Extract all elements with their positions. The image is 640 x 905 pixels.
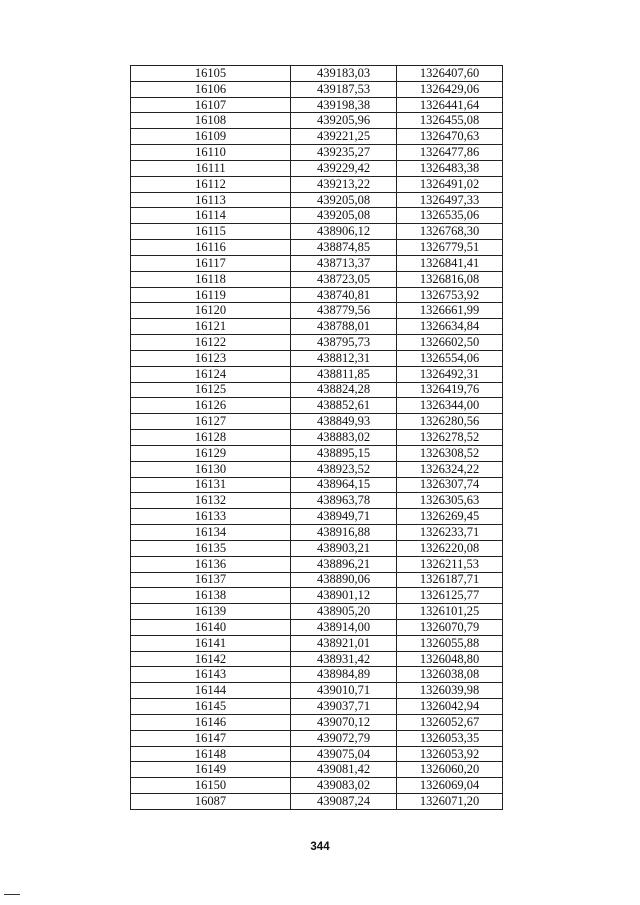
table-row	[131, 366, 503, 382]
point-id-cell: 16127	[131, 414, 291, 430]
point-id-cell: 16116	[131, 240, 291, 256]
x-coordinate-cell: 438923,52	[291, 461, 397, 477]
table-row	[131, 81, 503, 97]
y-coordinate-cell: 1326042,94	[397, 699, 503, 715]
y-coordinate-cell: 1326060,20	[397, 762, 503, 778]
table-row	[131, 66, 503, 82]
x-coordinate-cell: 438905,20	[291, 604, 397, 620]
x-coordinate-cell: 438883,02	[291, 430, 397, 446]
table-row	[131, 224, 503, 240]
table-row	[131, 493, 503, 509]
x-coordinate-cell: 438895,15	[291, 445, 397, 461]
y-coordinate-cell: 1326280,56	[397, 414, 503, 430]
point-id-cell: 16133	[131, 509, 291, 525]
x-coordinate-cell: 439083,02	[291, 778, 397, 794]
y-coordinate-cell: 1326070,79	[397, 619, 503, 635]
table-row	[131, 477, 503, 493]
x-coordinate-cell: 438849,93	[291, 414, 397, 430]
table-row	[131, 430, 503, 446]
page-number: 344	[310, 841, 330, 853]
y-coordinate-cell: 1326125,77	[397, 588, 503, 604]
y-coordinate-cell: 1326269,45	[397, 509, 503, 525]
x-coordinate-cell: 439198,38	[291, 97, 397, 113]
table-row	[131, 604, 503, 620]
x-coordinate-cell: 438916,88	[291, 525, 397, 541]
y-coordinate-cell: 1326038,08	[397, 667, 503, 683]
table-row	[131, 699, 503, 715]
table-row	[131, 778, 503, 794]
table-row	[131, 335, 503, 351]
y-coordinate-cell: 1326470,63	[397, 129, 503, 145]
x-coordinate-cell: 438740,81	[291, 287, 397, 303]
point-id-cell: 16110	[131, 145, 291, 161]
y-coordinate-cell: 1326419,76	[397, 382, 503, 398]
x-coordinate-cell: 438906,12	[291, 224, 397, 240]
x-coordinate-cell: 438788,01	[291, 319, 397, 335]
x-coordinate-cell: 439037,71	[291, 699, 397, 715]
coordinates-table	[130, 65, 503, 810]
point-id-cell: 16117	[131, 255, 291, 271]
y-coordinate-cell: 1326048,80	[397, 651, 503, 667]
x-coordinate-cell: 438963,78	[291, 493, 397, 509]
table-row	[131, 683, 503, 699]
y-coordinate-cell: 1326055,88	[397, 635, 503, 651]
y-coordinate-cell: 1326187,71	[397, 572, 503, 588]
y-coordinate-cell: 1326477,86	[397, 145, 503, 161]
table-row	[131, 762, 503, 778]
x-coordinate-cell: 438921,01	[291, 635, 397, 651]
table-row	[131, 319, 503, 335]
table-row	[131, 540, 503, 556]
y-coordinate-cell: 1326308,52	[397, 445, 503, 461]
x-coordinate-cell: 438931,42	[291, 651, 397, 667]
x-coordinate-cell: 439087,24	[291, 794, 397, 810]
point-id-cell: 16139	[131, 604, 291, 620]
point-id-cell: 16108	[131, 113, 291, 129]
y-coordinate-cell: 1326307,74	[397, 477, 503, 493]
corner-mark	[4, 894, 20, 895]
table-row	[131, 525, 503, 541]
table-row	[131, 509, 503, 525]
x-coordinate-cell: 438795,73	[291, 335, 397, 351]
point-id-cell: 16146	[131, 714, 291, 730]
table-row	[131, 129, 503, 145]
table-row	[131, 572, 503, 588]
x-coordinate-cell: 438896,21	[291, 556, 397, 572]
x-coordinate-cell: 438949,71	[291, 509, 397, 525]
point-id-cell: 16106	[131, 81, 291, 97]
table-row	[131, 271, 503, 287]
y-coordinate-cell: 1326816,08	[397, 271, 503, 287]
x-coordinate-cell: 438890,06	[291, 572, 397, 588]
table-row	[131, 445, 503, 461]
table-row	[131, 588, 503, 604]
point-id-cell: 16145	[131, 699, 291, 715]
y-coordinate-cell: 1326278,52	[397, 430, 503, 446]
point-id-cell: 16147	[131, 730, 291, 746]
point-id-cell: 16113	[131, 192, 291, 208]
point-id-cell: 16148	[131, 746, 291, 762]
table-row	[131, 255, 503, 271]
table-row	[131, 160, 503, 176]
table-row	[131, 730, 503, 746]
x-coordinate-cell: 438713,37	[291, 255, 397, 271]
point-id-cell: 16120	[131, 303, 291, 319]
x-coordinate-cell: 438852,61	[291, 398, 397, 414]
point-id-cell: 16114	[131, 208, 291, 224]
y-coordinate-cell: 1326491,02	[397, 176, 503, 192]
point-id-cell: 16118	[131, 271, 291, 287]
y-coordinate-cell: 1326483,38	[397, 160, 503, 176]
table-row	[131, 113, 503, 129]
x-coordinate-cell: 438812,31	[291, 350, 397, 366]
y-coordinate-cell: 1326535,06	[397, 208, 503, 224]
y-coordinate-cell: 1326753,92	[397, 287, 503, 303]
point-id-cell: 16105	[131, 66, 291, 82]
table-row	[131, 382, 503, 398]
y-coordinate-cell: 1326305,63	[397, 493, 503, 509]
point-id-cell: 16132	[131, 493, 291, 509]
y-coordinate-cell: 1326053,35	[397, 730, 503, 746]
table-row	[131, 303, 503, 319]
table-row	[131, 461, 503, 477]
y-coordinate-cell: 1326052,67	[397, 714, 503, 730]
table-row	[131, 667, 503, 683]
x-coordinate-cell: 439010,71	[291, 683, 397, 699]
coordinates-table-body	[131, 66, 503, 810]
table-row	[131, 414, 503, 430]
x-coordinate-cell: 439205,08	[291, 192, 397, 208]
x-coordinate-cell: 439070,12	[291, 714, 397, 730]
x-coordinate-cell: 438824,28	[291, 382, 397, 398]
y-coordinate-cell: 1326492,31	[397, 366, 503, 382]
y-coordinate-cell: 1326069,04	[397, 778, 503, 794]
x-coordinate-cell: 438779,56	[291, 303, 397, 319]
x-coordinate-cell: 438811,85	[291, 366, 397, 382]
point-id-cell: 16130	[131, 461, 291, 477]
x-coordinate-cell: 438901,12	[291, 588, 397, 604]
y-coordinate-cell: 1326497,33	[397, 192, 503, 208]
x-coordinate-cell: 439205,96	[291, 113, 397, 129]
point-id-cell: 16140	[131, 619, 291, 635]
point-id-cell: 16107	[131, 97, 291, 113]
y-coordinate-cell: 1326661,99	[397, 303, 503, 319]
y-coordinate-cell: 1326344,00	[397, 398, 503, 414]
table-row	[131, 746, 503, 762]
table-row	[131, 619, 503, 635]
point-id-cell: 16112	[131, 176, 291, 192]
table-row	[131, 145, 503, 161]
table-row	[131, 192, 503, 208]
y-coordinate-cell: 1326220,08	[397, 540, 503, 556]
point-id-cell: 16087	[131, 794, 291, 810]
point-id-cell: 16149	[131, 762, 291, 778]
point-id-cell: 16125	[131, 382, 291, 398]
point-id-cell: 16135	[131, 540, 291, 556]
y-coordinate-cell: 1326634,84	[397, 319, 503, 335]
point-id-cell: 16144	[131, 683, 291, 699]
y-coordinate-cell: 1326211,53	[397, 556, 503, 572]
y-coordinate-cell: 1326441,64	[397, 97, 503, 113]
table-row	[131, 176, 503, 192]
point-id-cell: 16122	[131, 335, 291, 351]
point-id-cell: 16111	[131, 160, 291, 176]
table-row	[131, 794, 503, 810]
y-coordinate-cell: 1326779,51	[397, 240, 503, 256]
point-id-cell: 16115	[131, 224, 291, 240]
x-coordinate-cell: 438874,85	[291, 240, 397, 256]
point-id-cell: 16131	[131, 477, 291, 493]
y-coordinate-cell: 1326071,20	[397, 794, 503, 810]
y-coordinate-cell: 1326554,06	[397, 350, 503, 366]
y-coordinate-cell: 1326455,08	[397, 113, 503, 129]
point-id-cell: 16124	[131, 366, 291, 382]
x-coordinate-cell: 438914,00	[291, 619, 397, 635]
table-row	[131, 556, 503, 572]
table-row	[131, 208, 503, 224]
x-coordinate-cell: 438723,05	[291, 271, 397, 287]
point-id-cell: 16109	[131, 129, 291, 145]
point-id-cell: 16141	[131, 635, 291, 651]
point-id-cell: 16150	[131, 778, 291, 794]
x-coordinate-cell: 439213,22	[291, 176, 397, 192]
table-row	[131, 240, 503, 256]
x-coordinate-cell: 439081,42	[291, 762, 397, 778]
y-coordinate-cell: 1326324,22	[397, 461, 503, 477]
y-coordinate-cell: 1326768,30	[397, 224, 503, 240]
y-coordinate-cell: 1326039,98	[397, 683, 503, 699]
point-id-cell: 16129	[131, 445, 291, 461]
table-row	[131, 97, 503, 113]
x-coordinate-cell: 439187,53	[291, 81, 397, 97]
point-id-cell: 16123	[131, 350, 291, 366]
table-row	[131, 651, 503, 667]
point-id-cell: 16137	[131, 572, 291, 588]
point-id-cell: 16136	[131, 556, 291, 572]
point-id-cell: 16142	[131, 651, 291, 667]
x-coordinate-cell: 439075,04	[291, 746, 397, 762]
x-coordinate-cell: 439221,25	[291, 129, 397, 145]
table-row	[131, 714, 503, 730]
y-coordinate-cell: 1326407,60	[397, 66, 503, 82]
point-id-cell: 16128	[131, 430, 291, 446]
table-row	[131, 398, 503, 414]
x-coordinate-cell: 439235,27	[291, 145, 397, 161]
point-id-cell: 16126	[131, 398, 291, 414]
x-coordinate-cell: 438903,21	[291, 540, 397, 556]
y-coordinate-cell: 1326429,06	[397, 81, 503, 97]
point-id-cell: 16134	[131, 525, 291, 541]
x-coordinate-cell: 439072,79	[291, 730, 397, 746]
x-coordinate-cell: 439229,42	[291, 160, 397, 176]
x-coordinate-cell: 439205,08	[291, 208, 397, 224]
y-coordinate-cell: 1326053,92	[397, 746, 503, 762]
point-id-cell: 16119	[131, 287, 291, 303]
point-id-cell: 16138	[131, 588, 291, 604]
point-id-cell: 16143	[131, 667, 291, 683]
table-row	[131, 287, 503, 303]
y-coordinate-cell: 1326602,50	[397, 335, 503, 351]
point-id-cell: 16121	[131, 319, 291, 335]
y-coordinate-cell: 1326101,25	[397, 604, 503, 620]
x-coordinate-cell: 438964,15	[291, 477, 397, 493]
x-coordinate-cell: 438984,89	[291, 667, 397, 683]
table-row	[131, 350, 503, 366]
x-coordinate-cell: 439183,03	[291, 66, 397, 82]
y-coordinate-cell: 1326841,41	[397, 255, 503, 271]
y-coordinate-cell: 1326233,71	[397, 525, 503, 541]
table-row	[131, 635, 503, 651]
